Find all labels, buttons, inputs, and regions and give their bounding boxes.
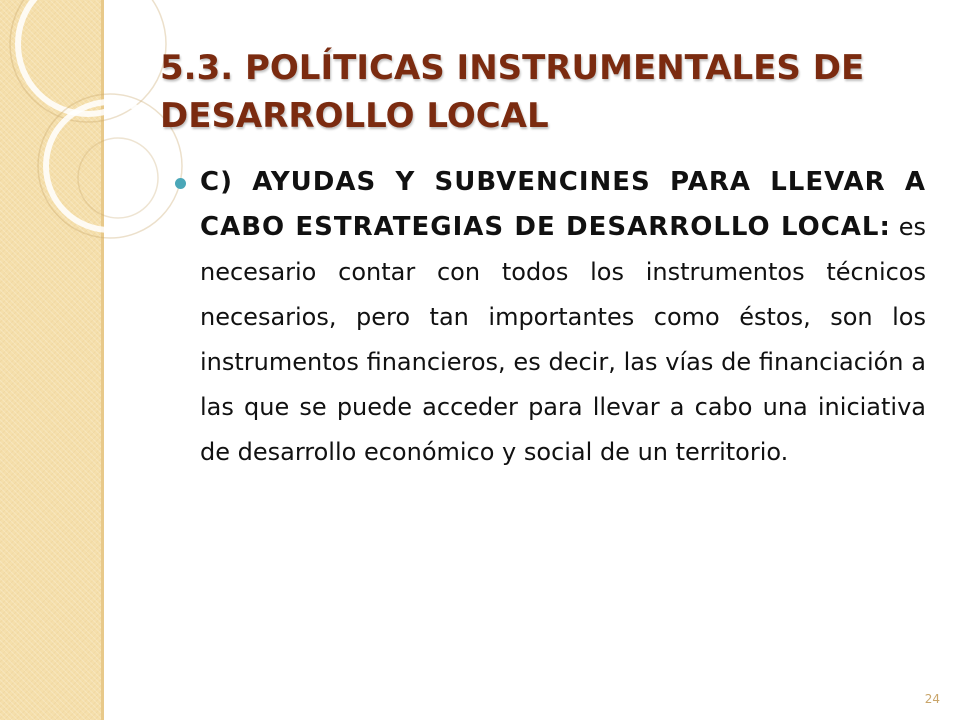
page-number: 24 bbox=[924, 692, 940, 706]
slide-title: 5.3. POLÍTICAS INSTRUMENTALES DE DESARROLLO LOCAL bbox=[160, 48, 865, 136]
ring-small bbox=[78, 138, 158, 218]
bullet-icon bbox=[175, 178, 186, 189]
bullet-paragraph bbox=[200, 160, 926, 475]
ring-medium bbox=[46, 102, 174, 230]
bullet-heading: C) AYUDAS Y SUBVENCINES PARA LLEVAR A CABO ESTRATEGIAS DE DESARROLLO LOCAL: bbox=[200, 167, 926, 242]
bullet-body: es necesario contar con todos los instrumentos técnicos necesarios, pero tan importantes como éstos, son los instrumentos financieros, es decir, las vías de financiación a las que se puede acceder para llevar a cabo una iniciativa de desarrollo económico y social de un territorio. bbox=[200, 213, 926, 466]
